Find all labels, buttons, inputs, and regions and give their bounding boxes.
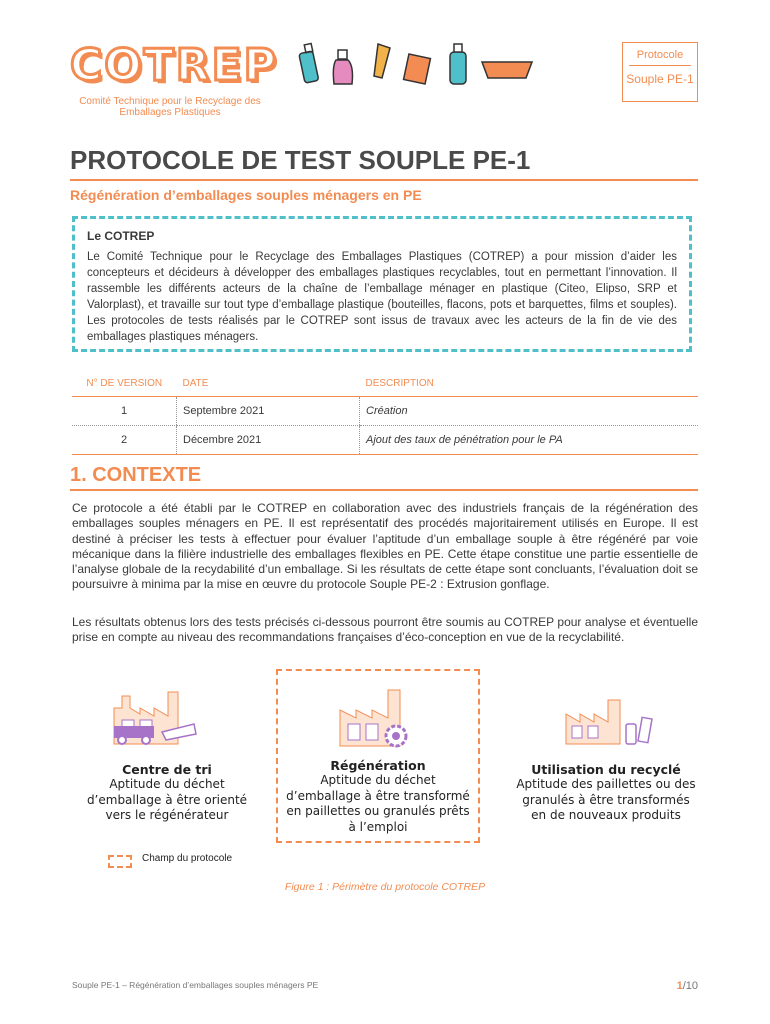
badge-value: Souple PE-1 — [626, 72, 694, 86]
legend-swatch — [108, 855, 132, 868]
column-line: Aptitude des paillettes ou des — [516, 777, 696, 791]
figure-caption: Figure 1 : Périmètre du protocole COTREP — [284, 881, 486, 893]
page-current: 1 — [676, 980, 683, 992]
column-line: Aptitude du déchet — [320, 773, 436, 787]
version-table — [72, 370, 698, 455]
title-divider — [70, 179, 698, 181]
version-cell: 2 — [72, 426, 177, 455]
intro-heading: Le COTREP — [87, 229, 155, 243]
page-subtitle: Régénération d’emballages souples ménagers en PE — [70, 187, 422, 203]
column-title: Utilisation du recyclé — [531, 762, 681, 777]
version-cell: 1 — [72, 397, 177, 426]
intro-text: Le Comité Technique pour le Recyclage des Emballages Plastiques (COTREP) a pour mission d’aider les concepteurs et décideurs à développer des emballages plastiques recyclables, tout en permettant l’innovation. Il rassemble les différents acteurs de la chaîne de l’emballage ménager en plastique (Citeo, Elipso, SRP et Valorplast), et travaille sur tout type d’emballage plastique (bouteilles, flacons, pots et barquettes, films et souples). Les protocoles de tests réalisés par le COTREP sont issus de travaux avec les acteurs de la fin de vie des emballages plastiques ménagers. — [87, 251, 677, 343]
recycled-use-icon — [562, 698, 654, 748]
column-line: à l’emploi — [348, 819, 408, 834]
bottle-small-icon — [450, 44, 466, 84]
cotrep-logo: COTREP — [70, 40, 278, 91]
badge-label: Protocole — [629, 43, 691, 66]
regeneration-factory-icon — [336, 686, 416, 750]
column-line: Aptitude du déchet — [109, 777, 225, 791]
figure-column-regeneration — [280, 758, 476, 835]
description-cell: Ajout des taux de pénétration pour le PA — [360, 426, 699, 455]
table-row — [72, 426, 698, 455]
figure-column-sorting — [72, 762, 262, 824]
column-line: d’emballage à être transformé — [286, 788, 470, 803]
context-paragraph-1: Ce protocole a été établi par le COTREP en collaboration avec des industriels français de la régénération des emballages souples ménagers en PE. Il est représentatif des procédés majoritairement utilisés en Europe. Il est destiné à préciser les tests à effectuer pour évaluer l’aptitude d’un emballage souple à être régénéré par voie mécanique dans la filière industrielle des emballages flexibles en PE. Cette étape constitue une partie essentielle de l’analyse globale de la recydabilité d’un emballage. Si les résultats de cette étape sont concluants, l’évaluation doit se poursuivre à minima par la mise en œuvre du protocole Souple PE-2 : Extrusion gonflage. — [72, 501, 698, 592]
packaging-icons — [296, 38, 536, 90]
column-line: vers le régénérateur — [105, 808, 229, 822]
section-title-contexte: 1. CONTEXTE — [70, 464, 202, 486]
header-description: DESCRIPTION — [360, 370, 699, 397]
table-header-row — [72, 370, 698, 397]
header-date: DATE — [177, 370, 360, 397]
sorting-center-icon — [110, 688, 200, 748]
page-title: PROTOCOLE DE TEST SOUPLE PE-1 — [70, 145, 531, 175]
column-line: en paillettes ou granulés prêts — [286, 804, 470, 818]
section-divider — [70, 489, 698, 491]
figure-column-recycled-use — [500, 762, 712, 824]
logo-subtitle: Comité Technique pour le Recyclage des Emballages Plastiques — [79, 96, 261, 118]
table-row — [72, 397, 698, 426]
date-cell: Septembre 2021 — [177, 397, 360, 426]
tray-icon — [482, 62, 532, 78]
column-line: en de nouveaux produits — [531, 808, 681, 822]
page-total: /10 — [682, 980, 698, 992]
date-cell: Décembre 2021 — [177, 426, 360, 455]
column-line: granulés à être transformés — [522, 792, 690, 807]
protocol-badge — [622, 42, 698, 102]
description-cell: Création — [360, 397, 699, 426]
context-paragraph-2: Les résultats obtenus lors des tests précisés ci-dessous pourront être soumis au COTREP pour analyse et éventuelle prise en compte au niveau des recommandations françaises d’éco-conception en vue de la recyclabilité. — [72, 615, 698, 645]
cotrep-intro-box — [72, 216, 692, 352]
page-number — [660, 980, 698, 992]
footer-text: Souple PE-1 – Régénération d’emballages souples ménagers PE — [72, 980, 319, 990]
legend-label: Champ du protocole — [142, 853, 233, 864]
column-title: Centre de tri — [122, 762, 212, 777]
tube-icon — [374, 44, 390, 78]
flask-icon — [333, 50, 352, 84]
column-line: d’emballage à être orienté — [86, 792, 248, 807]
bottle-icon — [299, 43, 319, 83]
header-version: N° DE VERSION — [72, 370, 177, 397]
pouch-icon — [404, 54, 431, 84]
column-title: Régénération — [330, 758, 426, 773]
